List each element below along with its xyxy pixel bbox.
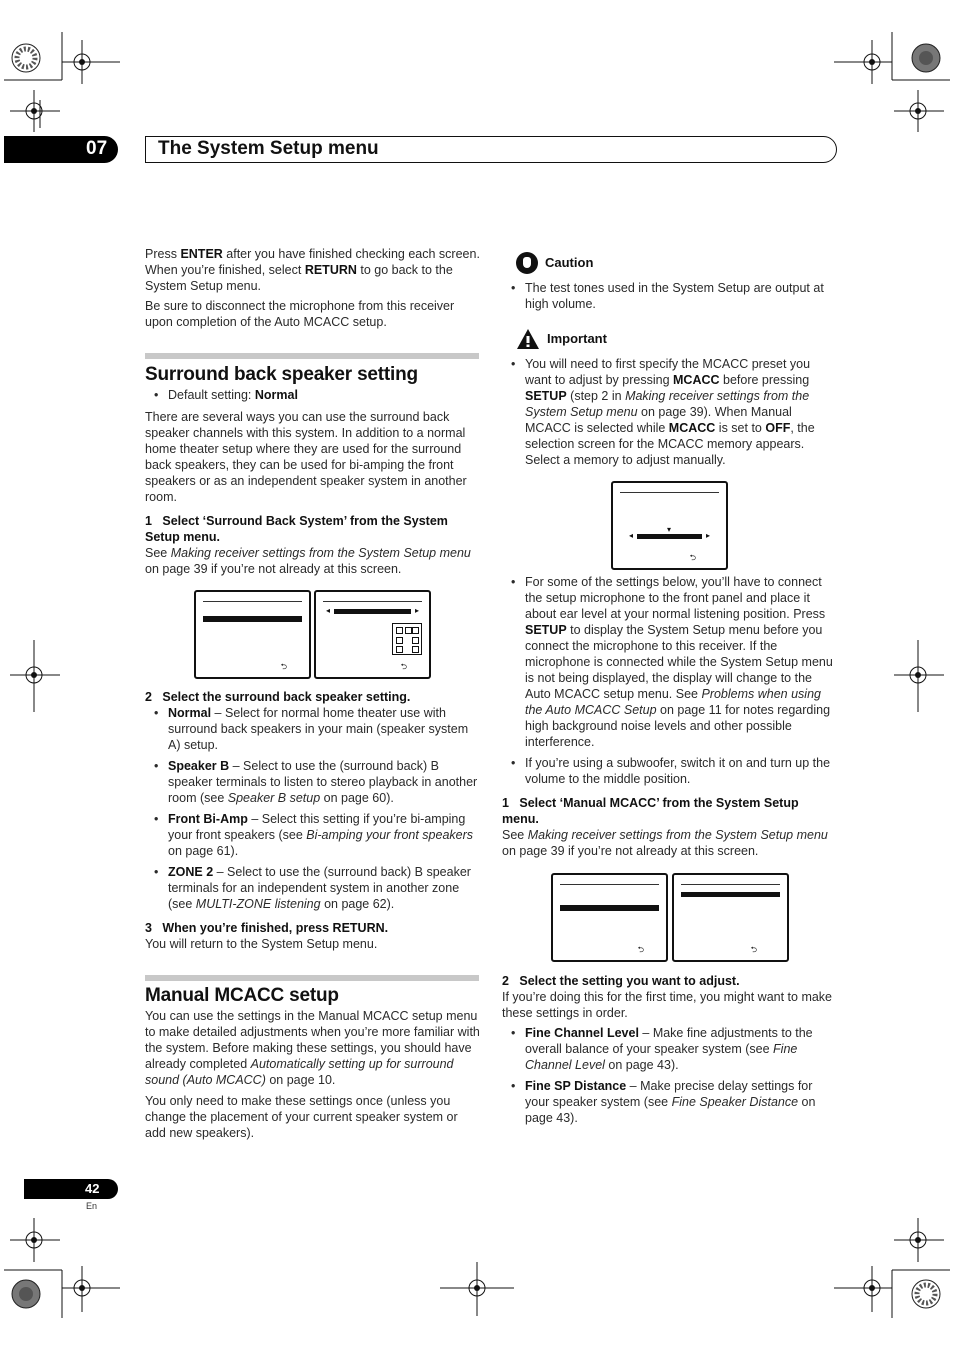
step-3-body: You will return to the System Setup menu. (145, 937, 378, 951)
step-1-title: 1 Select ‘Surround Back System’ from the System Setup menu. (145, 514, 448, 544)
caution-hand-icon (516, 252, 538, 274)
arrow-right-icon: ▸ (705, 531, 710, 540)
option-normal: • Normal – Select for normal home theater use with surround back speakers in your main (speaker system A) setup. (145, 705, 481, 753)
intro-paragraph-1: Press ENTER after you have finished checking each screen. When you’re finished, select RETURN to go back to the System Setup menu. (145, 247, 480, 293)
important-item-3: • If you’re using a subwoofer, switch it on and turn up the volume to the middle position. (502, 755, 838, 787)
section-rule (145, 975, 479, 981)
value-highlight (334, 609, 411, 614)
option-speaker-b: • Speaker B – Select to use the (surround back) B speaker terminals to listen to stereo playback in another room (see Speaker B setup on page 60). (145, 758, 481, 806)
step-3-title: 3 When you’re finished, press RETURN. (145, 921, 389, 935)
setting-fine-channel-level: • Fine Channel Level – Make fine adjustments to the overall balance of your speaker system (see Fine Channel Level on page 43). (502, 1025, 838, 1073)
osd-screen-surround-back-system (314, 590, 431, 679)
chapter-title: The System Setup menu (158, 138, 379, 159)
menu-highlight (681, 892, 780, 897)
step-2-title: 2 Select the surround back speaker setting. (145, 690, 411, 704)
chapter-tab (4, 136, 118, 163)
chapter-title-bar (145, 136, 837, 163)
important-block (502, 328, 838, 468)
surround-back-section (145, 387, 481, 577)
step-1-manual-mcacc-body: See Making receiver settings from the System Setup menu on page 39 if you’re not already at this screen. (502, 828, 828, 858)
section-rule (145, 353, 479, 359)
osd-screen-mcacc-memory (611, 481, 728, 570)
return-icon: ⮌ (689, 553, 696, 562)
memory-highlight (637, 534, 702, 539)
manual-mcacc-p1: You can use the settings in the Manual MCACC setup menu to make detailed adjustments when you’re more familiar with the system. Before making these settings, you should have already completed Automatically setting up for surround sound (Auto MCACC) on page 10. (145, 1009, 480, 1087)
option-front-bi-amp: • Front Bi-Amp – Select this setting if you’re bi-amping your front speakers (see Bi-amping your front speakers on page 61). (145, 811, 481, 859)
menu-highlight (560, 905, 659, 911)
option-zone-2: • ZONE 2 – Select to use the (surround back) B speaker terminals for an independent system in another zone (see MULTI-ZONE listening on page 62). (145, 864, 481, 912)
section-title-surround-back: Surround back speaker setting (145, 364, 418, 385)
caution-label: Caution (545, 255, 594, 270)
return-icon: ⮌ (400, 662, 407, 671)
caution-text: • The test tones used in the System Setup are output at high volume. (502, 280, 838, 312)
important-item-2: • For some of the settings below, you’ll have to connect the setup microphone to the front panel and place it about ear level at your normal listening position. Press SETUP to display the System Setup menu before you connect the microphone to this receiver. If the microphone is connected while the System Setup menu is not being displayed, the display will change to the Auto MCACC setup menu. See Problems when using the Auto MCACC Setup on page 11 for notes regarding high background noise levels and other possible interference. (502, 574, 838, 750)
step-1-manual-mcacc-title: 1 Select ‘Manual MCACC’ from the System Setup menu. (502, 796, 799, 826)
surround-back-body: There are several ways you can use the surround back speaker channels with this system. In addition to a normal home theater setup where they are used for the surround back speakers, they can be used for bi-amping the front speakers or as an independent speaker system in another room. (145, 410, 467, 504)
intro-paragraph-2: Be sure to disconnect the microphone from this receiver upon completion of the Auto MCACC setup. (145, 299, 455, 329)
caution-block (502, 252, 838, 312)
default-setting: • Default setting: Normal (145, 387, 481, 403)
menu-highlight (203, 616, 302, 622)
return-icon: ⮌ (750, 945, 757, 954)
surround-back-options (145, 689, 481, 952)
language-label: En (86, 1201, 98, 1211)
important-item-1: • You will need to first specify the MCACC preset you want to adjust by pressing MCACC before pressing SETUP (step 2 in Making receiver settings from the System Setup menu on page 39). When Manual MCACC is selected while MCACC is set to OFF, the selection screen for the MCACC memory appears. Select a memory to adjust manually. (502, 356, 838, 468)
arrow-down-icon: ▾ (667, 525, 672, 534)
arrow-left-icon: ◂ (629, 531, 634, 540)
manual-mcacc-p2: You only need to make these settings once (unless you change the placement of your current speaker system or add new speakers). (145, 1094, 458, 1140)
important-continued (502, 574, 838, 859)
step-2-manual-body: If you’re doing this for the first time, you might want to make these settings in order. (502, 990, 833, 1020)
setting-fine-sp-distance: • Fine SP Distance – Make precise delay settings for your speaker system (see Fine Speaker Distance on page 43). (502, 1078, 838, 1126)
osd-screen-system-setup (194, 590, 311, 679)
return-icon: ⮌ (280, 662, 287, 671)
step-2-manual-title: 2 Select the setting you want to adjust. (502, 974, 740, 988)
return-icon: ⮌ (637, 945, 644, 954)
page-number: 42 (85, 1181, 100, 1196)
page-number-tab (24, 1179, 118, 1199)
osd-screen-system-setup-2 (551, 873, 668, 962)
osd-screen-manual-mcacc (672, 873, 789, 962)
section-title-manual-mcacc: Manual MCACC setup (145, 985, 339, 1006)
chapter-number: 07 (86, 138, 108, 159)
step-2-block (502, 973, 838, 1126)
important-warning-icon (516, 328, 540, 350)
arrow-left-icon: ◂ (326, 606, 331, 615)
speaker-layout-diagram (392, 623, 422, 655)
manual-mcacc-section (145, 1008, 481, 1141)
step-1-body: See Making receiver settings from the System Setup menu on page 39 if you’re not already at this screen. (145, 546, 471, 576)
intro-text (145, 246, 481, 330)
arrow-right-icon: ▸ (414, 606, 419, 615)
important-label: Important (547, 331, 607, 346)
speaker-options-list (145, 705, 481, 912)
